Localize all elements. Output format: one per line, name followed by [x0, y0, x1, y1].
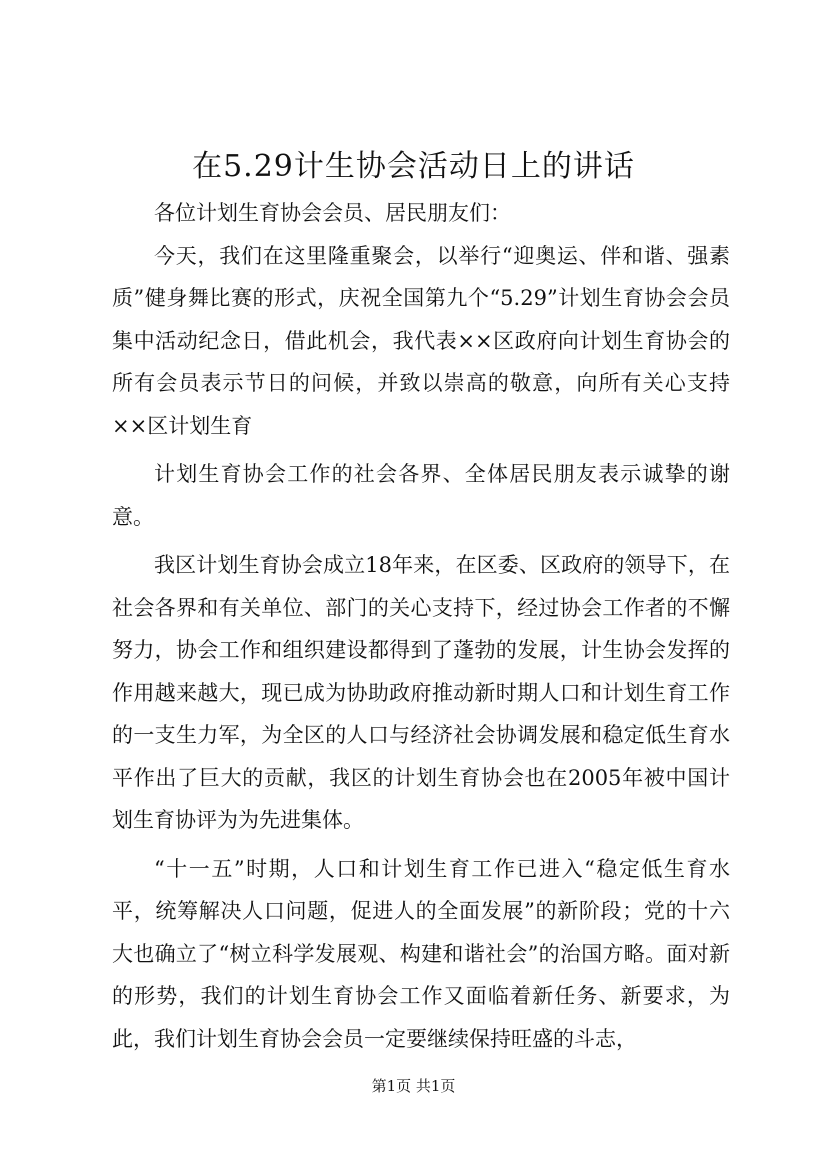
paragraph-opening: 今天，我们在这里隆重聚会，以举行“迎奥运、伴和谐、强素质”健身舞比赛的形式，庆祝全国第九个“5.29”计划生育协会会员集中活动纪念日，借此机会，我代表××区政府向计划生育协会的所有会员表示节日的问候，并致以崇高的敬意，向所有关心支持××区计划生育 — [112, 243, 730, 438]
document-title: 在5.29计生协会活动日上的讲话 — [192, 149, 635, 184]
paragraph-thanks: 计划生育协会工作的社会各界、全体居民朋友表示诚挚的谢意。 — [112, 462, 730, 529]
page-footer: 第1页 共1页 — [371, 1077, 456, 1095]
paragraph-new-stage: “十一五”时期，人口和计划生育工作已进入“稳定低生育水平，统筹解决人口问题，促进人的全面发展”的新阶段；党的十六大也确立了“树立科学发展观、构建和谐社会”的治国方略。面对新的形势，我们的计划生育协会工作又面临着新任务、新要求，为此，我们计划生育协会会员一定要继续保持旺盛的斗志， — [112, 856, 730, 1051]
paragraph-salutation: 各位计划生育协会会员、居民朋友们： — [154, 201, 511, 225]
paragraph-achievements: 我区计划生育协会成立18年来，在区委、区政府的领导下，在社会各界和有关单位、部门的关心支持下，经过协会工作者的不懈努力，协会工作和组织建设都得到了蓬勃的发展，计生协会发挥的作用越来越大，现已成为协助政府推动新时期人口和计划生育工作的一支生力军，为全区的人口与经济社会协调发展和稳定低生育水平作出了巨大的贡献，我区的计划生育协会也在2005年被中国计划生育协评为为先进集体。 — [112, 553, 730, 832]
document-body — [112, 192, 730, 1066]
